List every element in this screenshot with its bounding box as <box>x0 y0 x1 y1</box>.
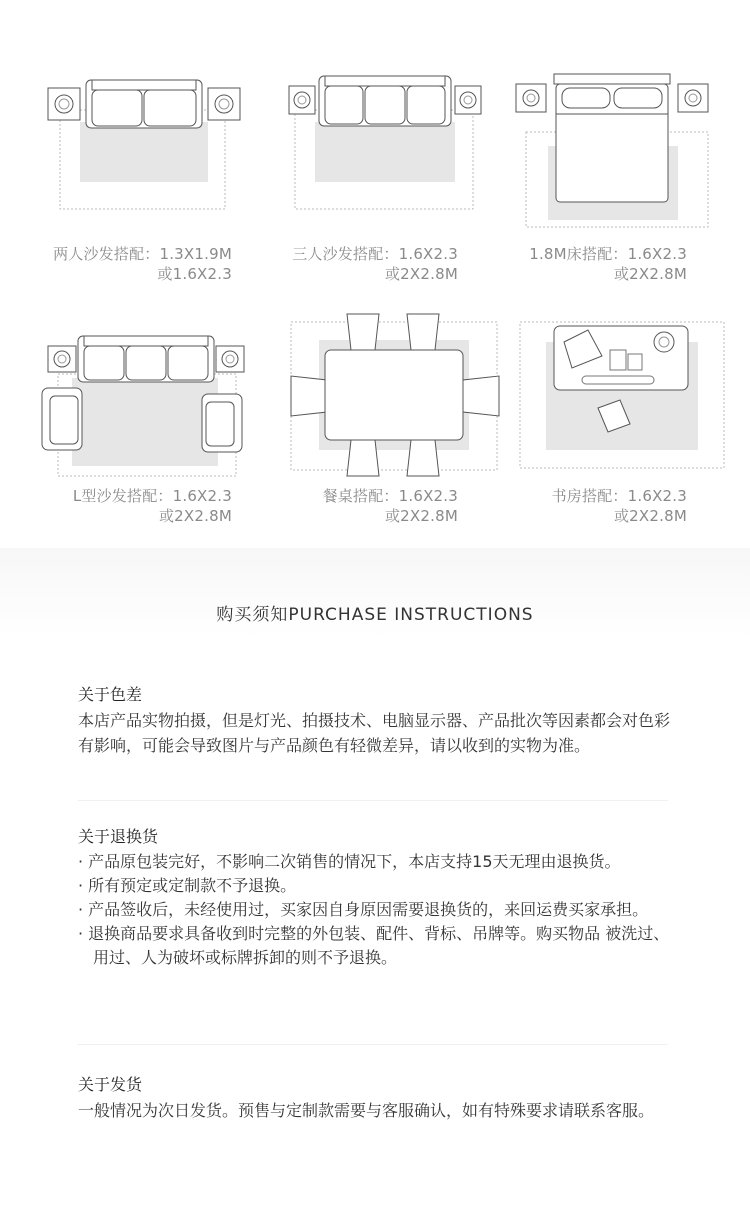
caption-study-room: 书房搭配：1.6X2.3 或2X2.8M <box>551 487 687 525</box>
divider <box>78 800 668 801</box>
study-room-diagram <box>518 320 728 470</box>
returns-list <box>78 850 678 970</box>
three-seat-sofa-diagram <box>285 70 485 215</box>
rug-size-guide <box>0 0 750 548</box>
color-difference-section <box>78 684 678 758</box>
divider <box>78 1044 668 1045</box>
dining-table-diagram <box>285 310 505 480</box>
returns-title: 关于退换货 <box>78 827 159 846</box>
l-shaped-sofa-diagram <box>40 330 250 480</box>
color-difference-title: 关于色差 <box>78 685 143 704</box>
returns-item: · 所有预定或定制款不予退换。 <box>78 876 297 895</box>
caption-three-seat-sofa: 三人沙发搭配：1.6X2.3 或2X2.8M <box>292 245 458 283</box>
shipping-title: 关于发货 <box>78 1075 143 1094</box>
returns-section <box>78 826 678 970</box>
two-seat-sofa-diagram <box>40 70 250 215</box>
caption-bed: 1.8M床搭配：1.6X2.3 或2X2.8M <box>529 245 687 283</box>
caption-dining-table: 餐桌搭配：1.6X2.3 或2X2.8M <box>322 487 458 525</box>
shipping-section <box>78 1074 678 1123</box>
color-difference-body: 本店产品实物拍摄，但是灯光、拍摄技术、电脑显示器、产品批次等因素都会对色彩有影响，可能会导致图片与产品颜色有轻微差异，请以收到的实物为准。 <box>78 711 671 755</box>
caption-l-shaped-sofa: L型沙发搭配：1.6X2.3 或2X2.8M <box>72 487 232 525</box>
returns-item: · 退换商品要求具备收到时完整的外包装、配件、背标、吊牌等。购买物品 被洗过、用过、人为破坏或标牌拆卸的则不予退换。 <box>78 924 670 967</box>
caption-two-seat-sofa: 两人沙发搭配：1.3X1.9M 或1.6X2.3 <box>53 245 232 283</box>
bed-diagram <box>512 70 722 230</box>
shipping-body: 一般情况为次日发货。预售与定制款需要与客服确认，如有特殊要求请联系客服。 <box>78 1101 655 1120</box>
returns-item: · 产品原包装完好，不影响二次销售的情况下，本店支持15天无理由退换货。 <box>78 852 621 871</box>
returns-item: · 产品签收后，未经使用过，买家因自身原因需要退换货的，来回运费买家承担。 <box>78 900 649 919</box>
purchase-instructions-title: 购买须知PURCHASE INSTRUCTIONS <box>216 605 534 625</box>
